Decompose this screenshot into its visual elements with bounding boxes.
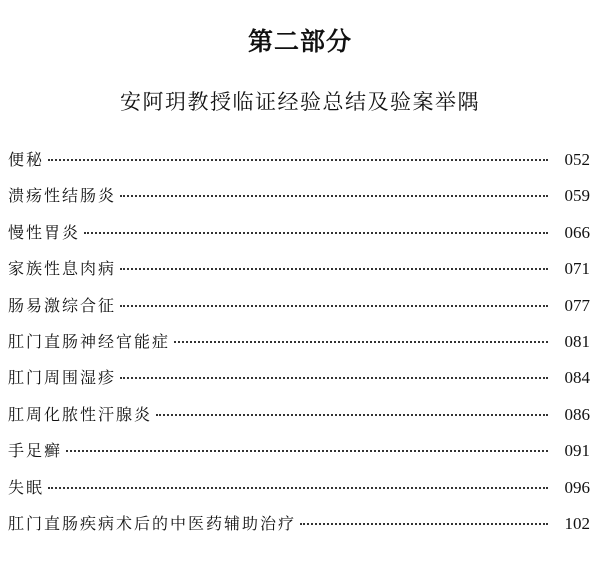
toc-dot-leader [174,341,548,343]
toc-entry-label: 肛门直肠神经官能症 [8,331,171,351]
toc-dot-leader [84,232,548,234]
toc-dot-leader [48,159,548,161]
toc-dot-leader [66,450,548,452]
toc-entry-chronic-gastritis[interactable] [8,220,590,256]
toc-entry-irritable-bowel[interactable] [8,293,590,329]
toc-dot-leader [120,377,548,379]
toc-entry-label: 慢性胃炎 [8,222,81,242]
toc-page-number: 086 [564,404,590,424]
toc-entry-label: 失眠 [8,477,45,497]
toc-entry-familial-polyposis[interactable] [8,256,590,292]
toc-page-number: 066 [564,222,590,242]
toc-page-number: 052 [564,150,590,169]
toc-dot-leader [300,523,548,525]
toc-entry-label: 肛门直肠疾病术后的中医药辅助治疗 [8,513,297,533]
section-title: 安阿玥教授临证经验总结及验案举隅 [120,90,480,114]
toc-dot-leader [120,268,548,270]
toc-entry-anorectal-neurosis[interactable] [8,329,590,365]
toc-page-number: 059 [564,186,590,206]
toc-entry-label: 溃疡性结肠炎 [8,186,117,206]
toc-entry-perianal-eczema[interactable] [8,365,590,401]
toc-entry-postoperative-tcm[interactable] [8,511,590,547]
toc-page-number: 091 [564,441,590,461]
toc-entry-label: 肠易激综合征 [8,295,117,315]
toc-page-number: 096 [564,477,590,497]
toc-entry-label: 便秘 [8,150,45,169]
toc-entry-label: 肛门周围湿疹 [8,368,117,388]
toc-dot-leader [156,414,548,416]
part-title: 第二部分 [247,27,352,56]
toc-dot-leader [48,487,548,489]
toc-page-number: 084 [564,368,590,388]
toc-page-number: 081 [564,331,590,351]
table-of-contents [8,147,590,547]
toc-dot-leader [120,195,548,197]
toc-page-number: 077 [564,295,590,315]
toc-entry-label: 家族性息肉病 [8,259,117,279]
toc-entry-constipation[interactable] [8,147,590,183]
toc-entry-insomnia[interactable] [8,475,590,511]
toc-page-number: 071 [564,259,590,279]
toc-entry-ulcerative-colitis[interactable] [8,183,590,219]
toc-dot-leader [120,305,548,307]
toc-page-number: 102 [564,513,590,533]
toc-entry-label: 肛周化脓性汗腺炎 [8,404,153,424]
toc-entry-label: 手足癣 [8,441,63,461]
toc-entry-hidradenitis[interactable] [8,402,590,438]
toc-entry-tinea[interactable] [8,438,590,474]
